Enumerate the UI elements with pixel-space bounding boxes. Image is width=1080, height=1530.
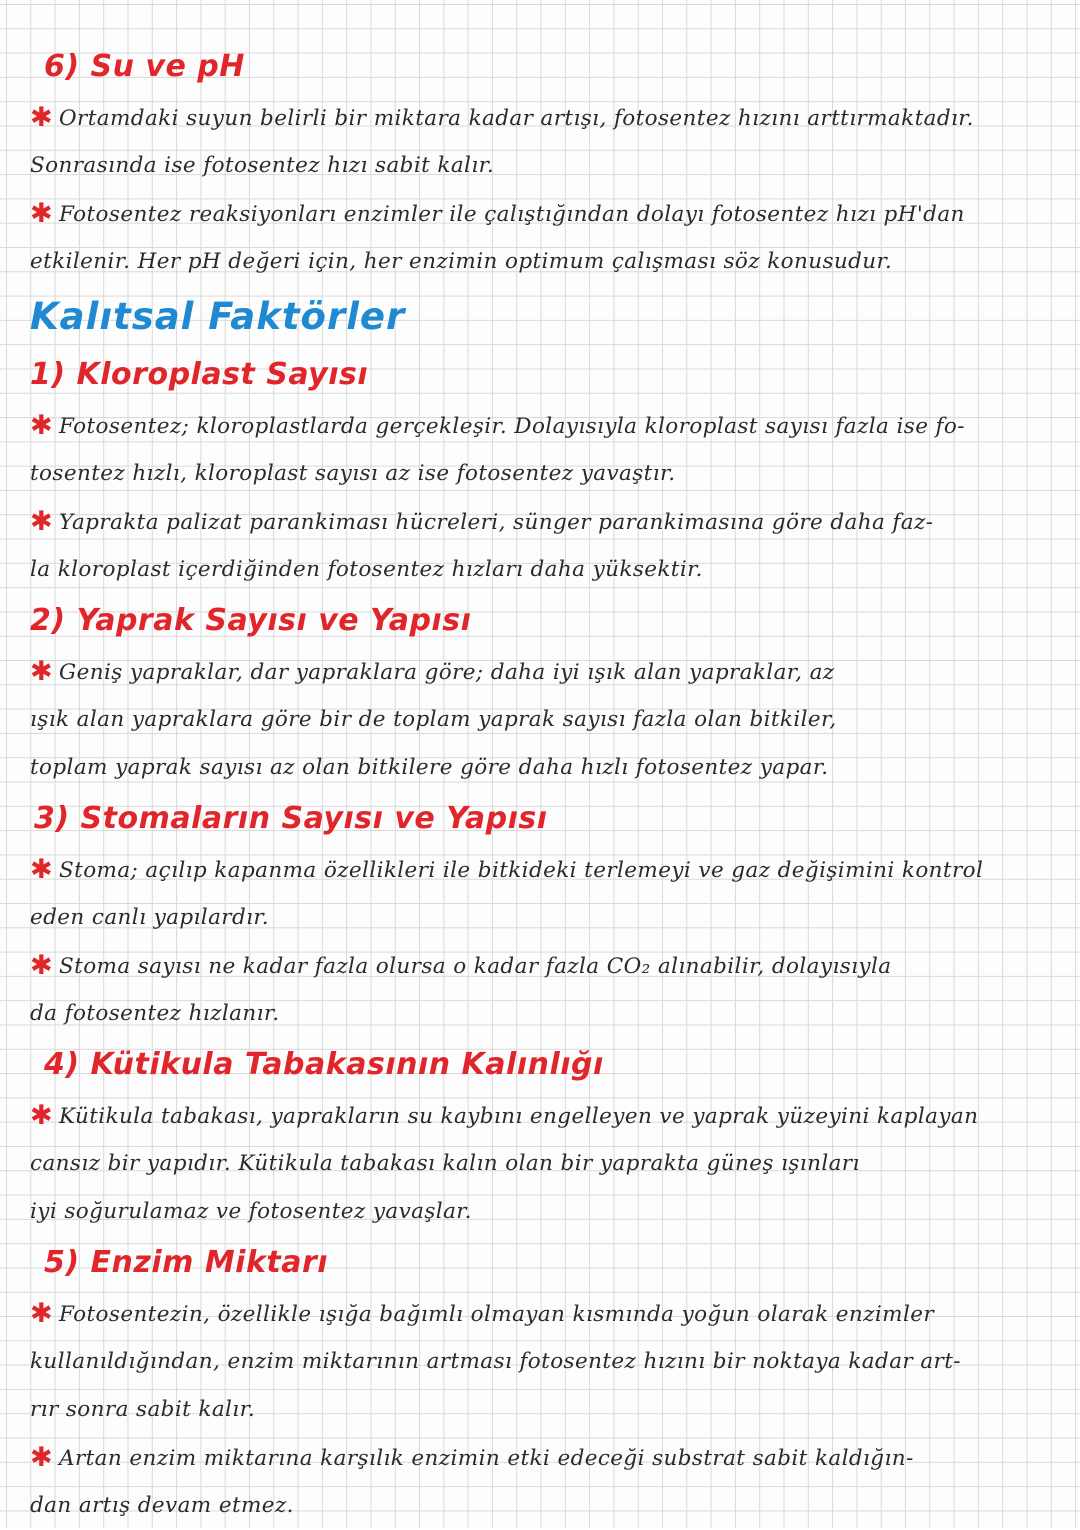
text-line bbox=[30, 402, 1030, 450]
text-line bbox=[30, 498, 1030, 546]
text-line: dan artış devam etmez. bbox=[30, 1493, 294, 1518]
notes-content bbox=[30, 40, 1030, 1530]
red-star-icon: ✱ bbox=[30, 102, 54, 133]
text-line-content: Kütikula tabakası, yaprakların su kaybını engelleyen ve yaprak yüzeyini kaplayan bbox=[59, 1104, 979, 1129]
text-line: da fotosentez hızlanır. bbox=[30, 1001, 280, 1026]
text-line bbox=[30, 1092, 1030, 1140]
section-title-kutikula: 4) Kütikula Tabakasının Kalınlığı bbox=[44, 1047, 604, 1082]
text-line-content: Stoma; açılıp kapanma özellikleri ile bitkideki terlemeyi ve gaz değişimini kontrol bbox=[59, 858, 984, 883]
text-line: cansız bir yapıdır. Kütikula tabakası kalın olan bir yaprakta güneş ışınları bbox=[30, 1151, 860, 1176]
red-star-icon: ✱ bbox=[30, 1100, 54, 1131]
red-star-icon: ✱ bbox=[30, 198, 54, 229]
red-star-icon: ✱ bbox=[30, 506, 54, 537]
text-line: rır sonra sabit kalır. bbox=[30, 1397, 256, 1422]
text-line-content: Fotosentez; kloroplastlarda gerçekleşir. Dolayısıyla kloroplast sayısı fazla ise fo- bbox=[59, 414, 965, 439]
text-line: etkilenir. Her pH değeri için, her enzimin optimum çalışması söz konusudur. bbox=[30, 249, 893, 274]
red-star-icon: ✱ bbox=[30, 950, 54, 981]
text-line-content: Fotosentezin, özellikle ışığa bağımlı olmayan kısmında yoğun olarak enzimler bbox=[59, 1302, 935, 1327]
red-star-icon: ✱ bbox=[30, 410, 54, 441]
red-star-icon: ✱ bbox=[30, 656, 54, 687]
text-line-content: Stoma sayısı ne kadar fazla olursa o kadar fazla CO₂ alınabilir, dolayısıyla bbox=[59, 954, 892, 979]
text-line bbox=[30, 1290, 1030, 1338]
text-line: tosentez hızlı, kloroplast sayısı az ise fotosentez yavaştır. bbox=[30, 461, 676, 486]
section-title-stoma: 3) Stomaların Sayısı ve Yapısı bbox=[34, 801, 548, 836]
red-star-icon: ✱ bbox=[30, 1298, 54, 1329]
text-line: kullanıldığından, enzim miktarının artması fotosentez hızını bir noktaya kadar art- bbox=[30, 1349, 961, 1374]
section-title-kloroplast: 1) Kloroplast Sayısı bbox=[30, 357, 369, 392]
text-line bbox=[30, 94, 1030, 142]
section-title-kalitsal-faktorler: Kalıtsal Faktörler bbox=[30, 295, 406, 338]
section-title-su-ph: 6) Su ve pH bbox=[44, 49, 245, 84]
red-star-icon: ✱ bbox=[30, 1442, 54, 1473]
text-line-content: Geniş yapraklar, dar yapraklara göre; daha iyi ışık alan yapraklar, az bbox=[59, 660, 835, 685]
text-line: ışık alan yapraklara göre bir de toplam yaprak sayısı fazla olan bitkiler, bbox=[30, 707, 837, 732]
text-line-content: Artan enzim miktarına karşılık enzimin etki edeceği substrat sabit kaldığın- bbox=[59, 1446, 914, 1471]
text-line bbox=[30, 648, 1030, 696]
section-title-enzim: 5) Enzim Miktarı bbox=[44, 1245, 329, 1280]
text-line bbox=[30, 942, 1030, 990]
text-line: toplam yaprak sayısı az olan bitkilere göre daha hızlı fotosentez yapar. bbox=[30, 755, 829, 780]
text-line: eden canlı yapılardır. bbox=[30, 905, 269, 930]
text-line-content: Yaprakta palizat parankiması hücreleri, sünger parankimasına göre daha faz- bbox=[59, 510, 934, 535]
red-star-icon: ✱ bbox=[30, 854, 54, 885]
text-line bbox=[30, 1434, 1030, 1482]
text-line-content: Ortamdaki suyun belirli bir miktara kadar artışı, fotosentez hızını arttırmaktadır. bbox=[59, 106, 974, 131]
text-line: iyi soğurulamaz ve fotosentez yavaşlar. bbox=[30, 1199, 472, 1224]
text-line-content: Fotosentez reaksiyonları enzimler ile çalıştığından dolayı fotosentez hızı pH'dan bbox=[59, 202, 965, 227]
text-line: la kloroplast içerdiğinden fotosentez hızları daha yüksektir. bbox=[30, 557, 703, 582]
section-title-yaprak: 2) Yaprak Sayısı ve Yapısı bbox=[30, 603, 472, 638]
text-line bbox=[30, 846, 1030, 894]
text-line: Sonrasında ise fotosentez hızı sabit kalır. bbox=[30, 153, 495, 178]
text-line bbox=[30, 190, 1030, 238]
